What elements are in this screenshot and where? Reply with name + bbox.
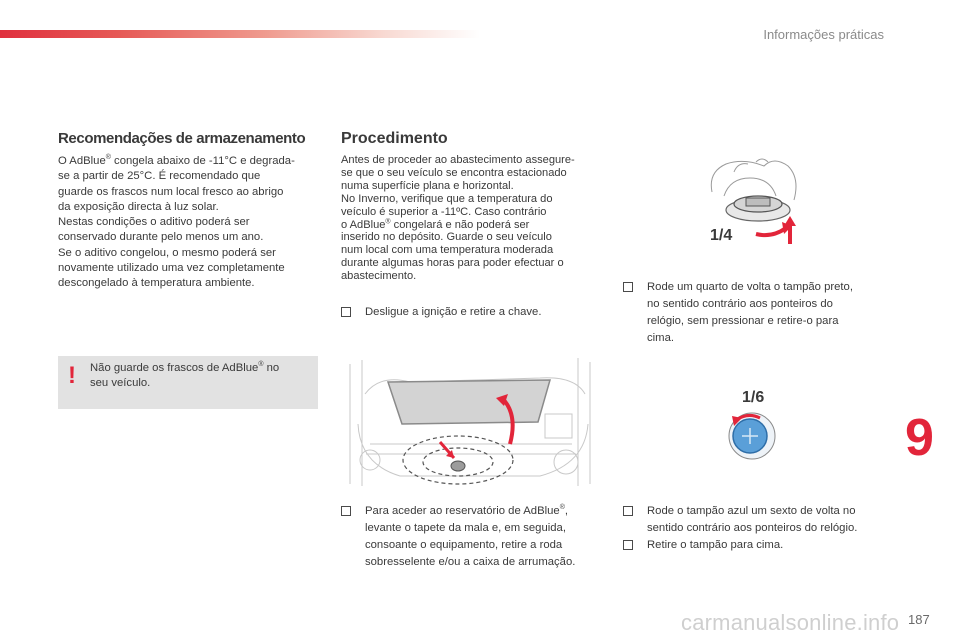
text-line: Antes de proceder ao abastecimento assegure- <box>341 154 575 166</box>
procedure-text <box>341 154 606 283</box>
text-line: consoante o equipamento, retire a roda <box>365 539 563 551</box>
text-line: Se o aditivo congelou, o mesmo poderá ser <box>58 246 276 259</box>
text-line: durante algumas horas para poder efectuar o <box>341 257 564 270</box>
procedure-heading: Procedimento <box>341 130 448 147</box>
registered-mark: ® <box>559 504 565 512</box>
text-line: seu veículo. <box>90 377 151 390</box>
text-line: num local com uma temperatura moderada <box>341 244 554 257</box>
step-text: Retire o tampão para cima. <box>647 539 784 551</box>
registered-mark: ® <box>385 217 391 225</box>
text-line: da exposição directa à luz solar. <box>58 200 219 213</box>
text-fragment: congelará e não poderá ser <box>390 218 530 231</box>
checkbox-square-icon <box>623 282 633 292</box>
black-cap-illustration <box>704 152 804 248</box>
text-line: Nestas condições o aditivo poderá ser <box>58 216 250 229</box>
step-blue-cap <box>623 503 857 537</box>
fraction-one-quarter: 1/4 <box>710 227 733 244</box>
text-line: levante o tapete da mala e, em seguida, <box>365 522 566 534</box>
blue-cap-illustration <box>712 384 792 464</box>
step-text: Desligue a ignição e retire a chave. <box>365 306 542 318</box>
text-line: se a partir de 25°C. É recomendado que <box>58 170 261 183</box>
text-line: novamente utilizado uma vez completamente <box>58 262 285 275</box>
step-ignition <box>341 304 541 321</box>
text-line: cima. <box>647 332 674 344</box>
text-line: Rode um quarto de volta o tampão preto, <box>647 281 853 293</box>
storage-text <box>58 154 320 292</box>
header-accent-bar <box>0 30 480 38</box>
text-line: No Inverno, verifique que a temperatura do <box>341 192 553 205</box>
page-number: 187 <box>908 612 930 627</box>
exclamation-icon: ! <box>68 362 76 389</box>
text-fragment: no <box>263 362 280 374</box>
chapter-title: Informações práticas <box>763 27 884 42</box>
text-line: veículo é superior a -11ºC. Caso contrário <box>341 205 547 218</box>
text-fragment: congela abaixo de -11°C e degrada- <box>110 155 295 167</box>
step-access-reservoir <box>341 503 575 571</box>
registered-mark: ® <box>258 361 264 369</box>
text-fragment: Não guarde os frascos de AdBlue <box>90 362 259 374</box>
text-line: no sentido contrário aos ponteiros do <box>647 298 833 310</box>
fraction-one-sixth: 1/6 <box>742 389 765 406</box>
text-fragment: Para aceder ao reservatório de AdBlue <box>365 505 560 517</box>
checkbox-square-icon <box>623 540 633 550</box>
step-text <box>647 279 853 347</box>
storage-heading: Recomendações de armazenamento <box>58 130 306 147</box>
step-remove-cap <box>623 537 783 554</box>
text-line: numa superfície plana e horizontal. <box>341 179 514 192</box>
step-text <box>365 503 575 571</box>
watermark: carmanualsonline.info <box>681 610 900 635</box>
step-text <box>647 503 857 537</box>
chapter-number: 9 <box>905 409 934 467</box>
text-line: conservado durante pelo menos um ano. <box>58 231 264 244</box>
text-line: guarde os frascos num local fresco ao abrigo <box>58 185 284 198</box>
text-line: Rode o tampão azul um sexto de volta no <box>647 505 856 517</box>
step-black-cap <box>623 279 853 347</box>
text-line: abastecimento. <box>341 270 417 283</box>
text-line: sentido contrário aos ponteiros do relógio. <box>647 522 858 534</box>
text-line: sobresselente e/ou a caixa de arrumação. <box>365 556 576 568</box>
text-line: descongelado à temperatura ambiente. <box>58 277 255 290</box>
text-fragment: , <box>564 505 568 517</box>
checkbox-square-icon <box>341 506 351 516</box>
warning-text <box>90 361 279 392</box>
text-line: relógio, sem pressionar e retire-o para <box>647 315 839 327</box>
checkbox-square-icon <box>341 307 351 317</box>
text-line: inserido no depósito. Guarde o seu veículo <box>341 231 552 244</box>
text-fragment: O AdBlue <box>58 155 106 167</box>
text-line: se que o seu veículo se encontra estacionado <box>341 166 567 179</box>
registered-mark: ® <box>105 154 111 162</box>
text-fragment: o AdBlue <box>341 218 386 231</box>
checkbox-square-icon <box>623 506 633 516</box>
warning-box <box>58 356 318 409</box>
trunk-illustration <box>340 354 602 494</box>
